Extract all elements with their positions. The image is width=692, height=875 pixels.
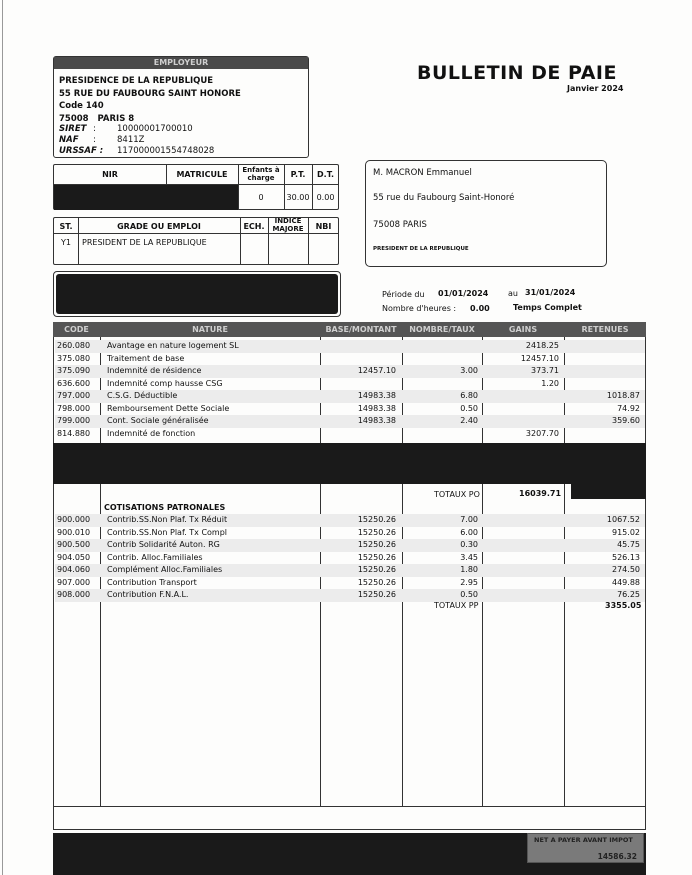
matricule-label: MATRICULE [176,170,228,179]
urssaf-value: 117000001554748028 [117,146,215,156]
nir-table [53,164,339,210]
st-label: ST. [59,222,73,231]
page-title: BULLETIN DE PAIE [417,62,617,84]
employer-name: PRESIDENCE DE LA REPUBLIQUE [59,76,214,86]
employer-box: EMPLOYEUR PRESIDENCE DE LA REPUBLIQUE 55 RUE DU FAUBOURG SAINT HONORE Code 140 75008 PARIS 8 SIRET : 10000001700010 NAF : 8411Z URSSAF : 117000001554748028 [53,56,309,158]
siret-label: SIRET [59,124,87,134]
redacted-block-frame [53,271,341,317]
scan-edge-line [2,0,3,875]
dt-value: 0.00 [316,193,335,202]
table-row: 260.080 Avantage en nature logement SL 2418.25 [55,340,645,353]
col-base-header: BASE/MONTANT [325,325,397,334]
employee-postal-city: 75008 PARIS [373,220,427,230]
table-row: 900.500 Contrib Solidarité Auton. RG 15250.26 0.30 45.75 [55,539,645,552]
col-retenues-header: RETENUES [581,325,629,334]
patronal-title: COTISATIONS PATRONALES [104,503,226,512]
col-gains-header: GAINS [508,325,538,334]
redacted-nir [54,185,238,210]
employee-address-box [365,160,607,267]
period-du-label: Période du [382,290,425,299]
redacted-retenues-total [571,484,646,499]
period-au-label: au [508,289,518,298]
period-du-value: 01/01/2024 [438,289,489,298]
table-row: 900.010 Contrib.SS.Non Plaf. Tx Compl 15250.26 6.00 915.02 [57,527,640,537]
totals-pp-label: TOTAUX PP [434,601,479,610]
grade-label: GRADE OU EMPLOI [117,222,201,231]
table-row: 900.000 Contrib.SS.Non Plaf. Tx Réduit 15250.26 7.00 1067.52 [55,514,645,527]
employer-header: EMPLOYEUR [54,57,308,69]
col-taux-header: NOMBRE/TAUX [409,325,475,334]
net-box [527,833,644,863]
table-row: 798.000 Remboursement Dette Sociale 14983.38 0.50 74.92 [57,403,640,413]
grade-value: PRESIDENT DE LA REPUBLIQUE [82,238,207,247]
period-month: Janvier 2024 [567,84,624,93]
col-nature-header: NATURE [192,325,228,334]
nir-label: NIR [102,170,118,179]
totals-po-label: TOTAUX PO [434,490,480,499]
table-row: 636.600 Indemnité comp hausse CSG 1.20 [57,378,559,388]
table-row: 904.060 Complément Alloc.Familiales 15250.26 1.80 274.50 [55,564,645,577]
table-row: 799.000 Cont. Sociale généralisée 14983.38 2.40 359.60 [55,415,645,428]
table-row: 375.080 Traitement de base 12457.10 [57,353,559,363]
pt-value: 30.00 [286,193,310,202]
col-code-header: CODE [64,325,89,334]
table-row: 907.000 Contribution Transport 15250.26 2.95 449.88 [57,577,640,587]
st-value: Y1 [61,238,71,247]
nbi-label: NBI [315,222,332,231]
net-label: NET A PAYER AVANT IMPOT [534,836,633,844]
employer-code: Code 140 [59,101,104,111]
hours-label: Nombre d'heures : [382,304,457,313]
dt-label: D.T. [317,170,334,179]
contract-type: Temps Complet [513,303,582,312]
enfants-label: Enfants à charge [242,166,280,182]
pt-label: P.T. [290,170,306,179]
grade-table [53,217,339,265]
naf-value: 8411Z [117,135,145,145]
employer-postal: 75008 [59,113,89,124]
redacted-block [56,274,338,314]
employer-city: PARIS 8 [97,113,135,124]
table-row: 797.000 C.S.G. Déductible 14983.38 6.80 1018.87 [55,390,645,403]
employer-address: 55 RUE DU FAUBOURG SAINT HONORE [59,88,241,99]
employee-name: M. MACRON Emmanuel [373,168,472,178]
table-row: 908.000 Contribution F.N.A.L. 15250.26 0.50 76.25 [55,589,645,602]
enfants-value: 0 [258,193,264,202]
table-row: 904.050 Contrib. Alloc.Familiales 15250.26 3.45 526.13 [57,552,640,562]
indice-label: INDICE MAJORE [272,217,304,233]
redacted-band [53,443,646,484]
urssaf-label: URSSAF : [59,146,104,156]
totals-pp-value: 3355.05 [605,601,642,610]
totals-po-value: 16039.71 [519,489,562,498]
table-row: 375.090 Indemnité de résidence 12457.10 3.00 373.71 [55,365,645,378]
employee-address: 55 rue du Faubourg Saint-Honoré [373,193,515,203]
period-au-value: 31/01/2024 [525,288,576,297]
net-value: 14586.32 [597,852,637,861]
employee-role: PRESIDENT DE LA REPUBLIQUE [373,246,469,252]
ech-label: ECH. [243,222,265,231]
naf-label: NAF [59,135,79,145]
siret-value: 10000001700010 [117,124,193,134]
table-row: 814.880 Indemnité de fonction 3207.70 [57,428,559,438]
hours-value: 0.00 [470,304,490,313]
